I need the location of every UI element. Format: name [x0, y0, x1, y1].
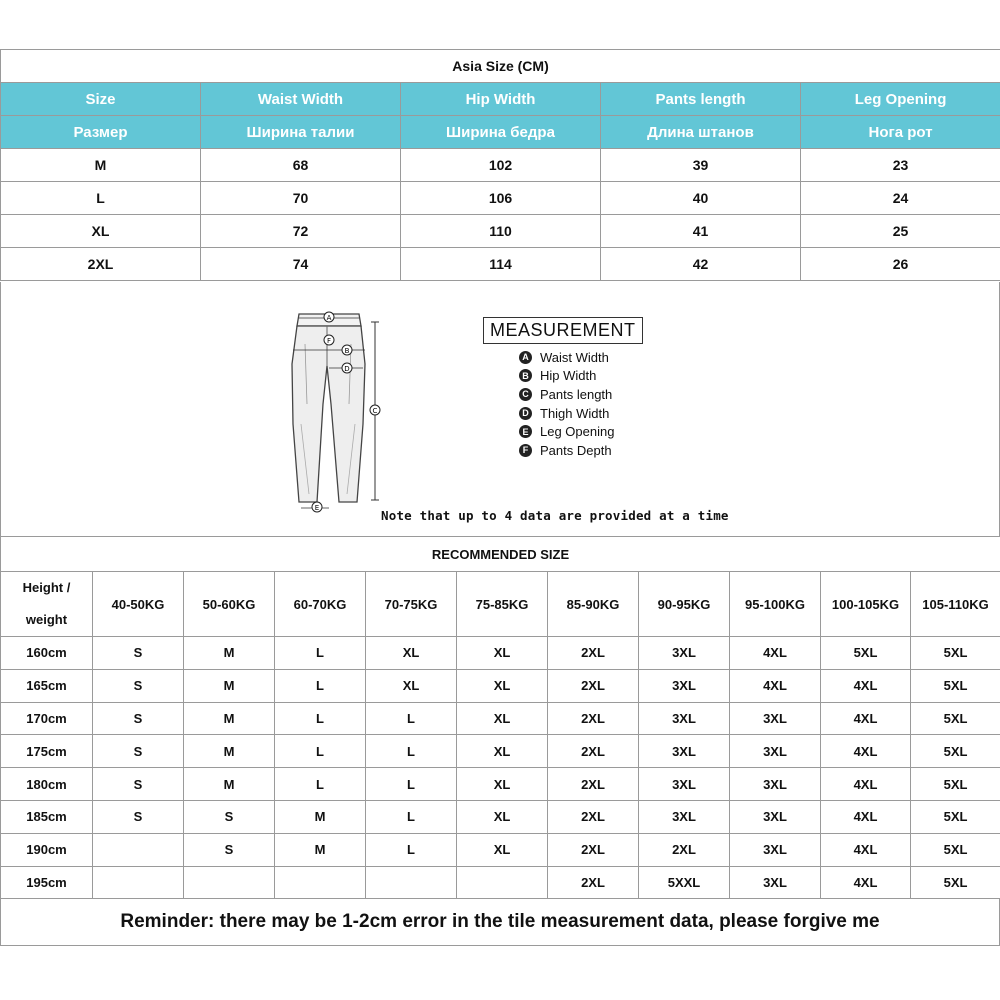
- header-leg-opening: Leg Opening: [801, 83, 1000, 116]
- recommended-size-table: [0, 536, 1000, 899]
- weight-header: 105-110KG: [911, 572, 1000, 637]
- size-cell: 3XL: [639, 800, 730, 833]
- header-size: Size: [1, 83, 201, 116]
- size-cell: XL: [457, 833, 548, 866]
- size-cell: 3XL: [730, 702, 821, 735]
- legend-item: [519, 422, 614, 441]
- size-cell: S: [93, 735, 184, 768]
- size-cell: S: [93, 800, 184, 833]
- size-cell: 4XL: [821, 768, 911, 801]
- size-cell: [366, 866, 457, 899]
- svg-text:C: C: [372, 407, 378, 415]
- legend-item: [519, 348, 614, 367]
- letter-c-icon: C: [519, 388, 532, 401]
- header-leg-opening-ru: Нога рот: [801, 116, 1000, 149]
- legend-label: Thigh Width: [540, 405, 610, 421]
- size-cell: L: [275, 702, 366, 735]
- size-cell: 3XL: [639, 669, 730, 702]
- table-cell: L: [1, 182, 201, 215]
- size-cell: 5XL: [911, 866, 1000, 899]
- size-cell: 5XL: [911, 637, 1000, 670]
- size-cell: 3XL: [639, 637, 730, 670]
- table-row: [1, 833, 1000, 866]
- size-cell: 4XL: [821, 702, 911, 735]
- table-cell: 23: [801, 149, 1000, 182]
- size-cell: 3XL: [730, 735, 821, 768]
- measurement-legend: [519, 348, 614, 460]
- weight-header: 50-60KG: [184, 572, 275, 637]
- size-cell: [184, 866, 275, 899]
- size-cell: XL: [457, 800, 548, 833]
- table-row: [1, 182, 1000, 215]
- size-cell: S: [184, 833, 275, 866]
- header-hip-width: Hip Width: [401, 83, 601, 116]
- size-cell: [93, 866, 184, 899]
- table-cell: 26: [801, 248, 1000, 281]
- table-cell: 39: [601, 149, 801, 182]
- size-cell: S: [93, 637, 184, 670]
- letter-e-icon: E: [519, 425, 532, 438]
- letter-b-icon: B: [519, 369, 532, 382]
- height-weight-header: Height / weight: [1, 572, 93, 637]
- size-cell: 2XL: [639, 833, 730, 866]
- svg-text:F: F: [326, 337, 332, 345]
- weight-header: 40-50KG: [93, 572, 184, 637]
- size-cell: 3XL: [639, 702, 730, 735]
- size-cell: 2XL: [548, 866, 639, 899]
- header-hip-width-ru: Ширина бедра: [401, 116, 601, 149]
- asia-size-table: [0, 49, 1000, 281]
- size-cell: L: [366, 768, 457, 801]
- size-cell: 5XL: [911, 702, 1000, 735]
- size-cell: 3XL: [730, 768, 821, 801]
- size-cell: L: [275, 669, 366, 702]
- size-cell: M: [184, 768, 275, 801]
- size-cell: 4XL: [821, 735, 911, 768]
- svg-text:E: E: [314, 504, 320, 512]
- size-cell: [93, 833, 184, 866]
- height-cell: 185cm: [1, 800, 93, 833]
- measurement-title: MEASUREMENT: [483, 317, 643, 344]
- table-cell: 40: [601, 182, 801, 215]
- table-cell: 24: [801, 182, 1000, 215]
- height-cell: 175cm: [1, 735, 93, 768]
- measurement-note: Note that up to 4 data are provided at a time: [381, 508, 729, 523]
- size-cell: 4XL: [821, 800, 911, 833]
- table-cell: 41: [601, 215, 801, 248]
- legend-label: Pants Depth: [540, 442, 612, 458]
- size-cell: L: [366, 833, 457, 866]
- table-row: [1, 215, 1000, 248]
- size-cell: L: [366, 800, 457, 833]
- size-cell: L: [366, 702, 457, 735]
- size-cell: 5XL: [911, 800, 1000, 833]
- letter-a-icon: A: [519, 351, 532, 364]
- weight-header: 85-90KG: [548, 572, 639, 637]
- size-cell: 5XL: [911, 768, 1000, 801]
- size-cell: [457, 866, 548, 899]
- legend-label: Pants length: [540, 386, 613, 402]
- legend-item: [519, 441, 614, 460]
- size-cell: XL: [457, 669, 548, 702]
- size-cell: M: [184, 702, 275, 735]
- legend-label: Leg Opening: [540, 424, 615, 440]
- header-pants-length: Pants length: [601, 83, 801, 116]
- size-cell: 5XL: [911, 669, 1000, 702]
- table-cell: 114: [401, 248, 601, 281]
- weight-header: 95-100KG: [730, 572, 821, 637]
- recommended-title: RECOMMENDED SIZE: [1, 537, 1000, 572]
- height-cell: 180cm: [1, 768, 93, 801]
- size-cell: L: [366, 735, 457, 768]
- reminder-text: Reminder: there may be 1-2cm error in the tile measurement data, please forgive me: [0, 898, 1000, 946]
- size-cell: 4XL: [821, 833, 911, 866]
- table-cell: 110: [401, 215, 601, 248]
- size-cell: 4XL: [821, 669, 911, 702]
- measurement-panel: [0, 282, 1000, 536]
- legend-item: [519, 385, 614, 404]
- header-pants-length-ru: Длина штанов: [601, 116, 801, 149]
- height-cell: 190cm: [1, 833, 93, 866]
- height-cell: 160cm: [1, 637, 93, 670]
- table-cell: 102: [401, 149, 601, 182]
- size-cell: 3XL: [730, 833, 821, 866]
- size-cell: 5XL: [911, 735, 1000, 768]
- weight-header: 60-70KG: [275, 572, 366, 637]
- size-cell: M: [275, 833, 366, 866]
- size-cell: 4XL: [821, 866, 911, 899]
- size-cell: L: [275, 637, 366, 670]
- size-cell: 2XL: [548, 702, 639, 735]
- table-row: [1, 637, 1000, 670]
- size-cell: S: [93, 669, 184, 702]
- size-cell: S: [93, 768, 184, 801]
- size-cell: XL: [457, 735, 548, 768]
- size-cell: L: [275, 735, 366, 768]
- size-cell: 3XL: [639, 735, 730, 768]
- table-row: [1, 800, 1000, 833]
- table-cell: 42: [601, 248, 801, 281]
- size-cell: S: [93, 702, 184, 735]
- svg-text:D: D: [344, 365, 350, 373]
- letter-f-icon: F: [519, 444, 532, 457]
- size-cell: L: [275, 768, 366, 801]
- size-cell: XL: [457, 637, 548, 670]
- legend-label: Waist Width: [540, 349, 609, 365]
- pants-diagram: [289, 304, 399, 514]
- header-size-ru: Размер: [1, 116, 201, 149]
- size-cell: M: [275, 800, 366, 833]
- svg-text:A: A: [326, 314, 332, 322]
- size-cell: 3XL: [730, 866, 821, 899]
- table-cell: 68: [201, 149, 401, 182]
- table-cell: 2XL: [1, 248, 201, 281]
- size-cell: 2XL: [548, 637, 639, 670]
- size-cell: XL: [366, 637, 457, 670]
- legend-item: [519, 367, 614, 386]
- letter-d-icon: D: [519, 407, 532, 420]
- table-cell: 70: [201, 182, 401, 215]
- asia-size-title: Asia Size (CM): [1, 50, 1000, 83]
- svg-text:B: B: [344, 347, 350, 355]
- table-cell: M: [1, 149, 201, 182]
- size-cell: XL: [366, 669, 457, 702]
- table-row: [1, 735, 1000, 768]
- height-cell: 195cm: [1, 866, 93, 899]
- header-waist-width: Waist Width: [201, 83, 401, 116]
- size-cell: 2XL: [548, 833, 639, 866]
- weight-header: 100-105KG: [821, 572, 911, 637]
- weight-header: 90-95KG: [639, 572, 730, 637]
- size-cell: 5XL: [821, 637, 911, 670]
- size-cell: 3XL: [639, 768, 730, 801]
- size-cell: 4XL: [730, 637, 821, 670]
- height-cell: 170cm: [1, 702, 93, 735]
- size-cell: M: [184, 735, 275, 768]
- table-cell: 106: [401, 182, 601, 215]
- size-cell: 2XL: [548, 800, 639, 833]
- table-cell: 72: [201, 215, 401, 248]
- table-row: [1, 149, 1000, 182]
- size-cell: 4XL: [730, 669, 821, 702]
- size-cell: 2XL: [548, 669, 639, 702]
- weight-header: 70-75KG: [366, 572, 457, 637]
- table-row: [1, 702, 1000, 735]
- table-row: [1, 669, 1000, 702]
- size-cell: 2XL: [548, 735, 639, 768]
- height-cell: 165cm: [1, 669, 93, 702]
- size-cell: M: [184, 669, 275, 702]
- table-cell: 25: [801, 215, 1000, 248]
- table-cell: 74: [201, 248, 401, 281]
- size-cell: S: [184, 800, 275, 833]
- weight-header: 75-85KG: [457, 572, 548, 637]
- legend-label: Hip Width: [540, 368, 597, 384]
- size-cell: 5XL: [911, 833, 1000, 866]
- legend-item: [519, 404, 614, 423]
- size-cell: 3XL: [730, 800, 821, 833]
- size-cell: 5XXL: [639, 866, 730, 899]
- table-row: [1, 768, 1000, 801]
- size-cell: XL: [457, 768, 548, 801]
- size-cell: XL: [457, 702, 548, 735]
- table-row: [1, 866, 1000, 899]
- table-cell: XL: [1, 215, 201, 248]
- size-cell: [275, 866, 366, 899]
- header-waist-width-ru: Ширина талии: [201, 116, 401, 149]
- size-cell: 2XL: [548, 768, 639, 801]
- table-row: [1, 248, 1000, 281]
- size-cell: M: [184, 637, 275, 670]
